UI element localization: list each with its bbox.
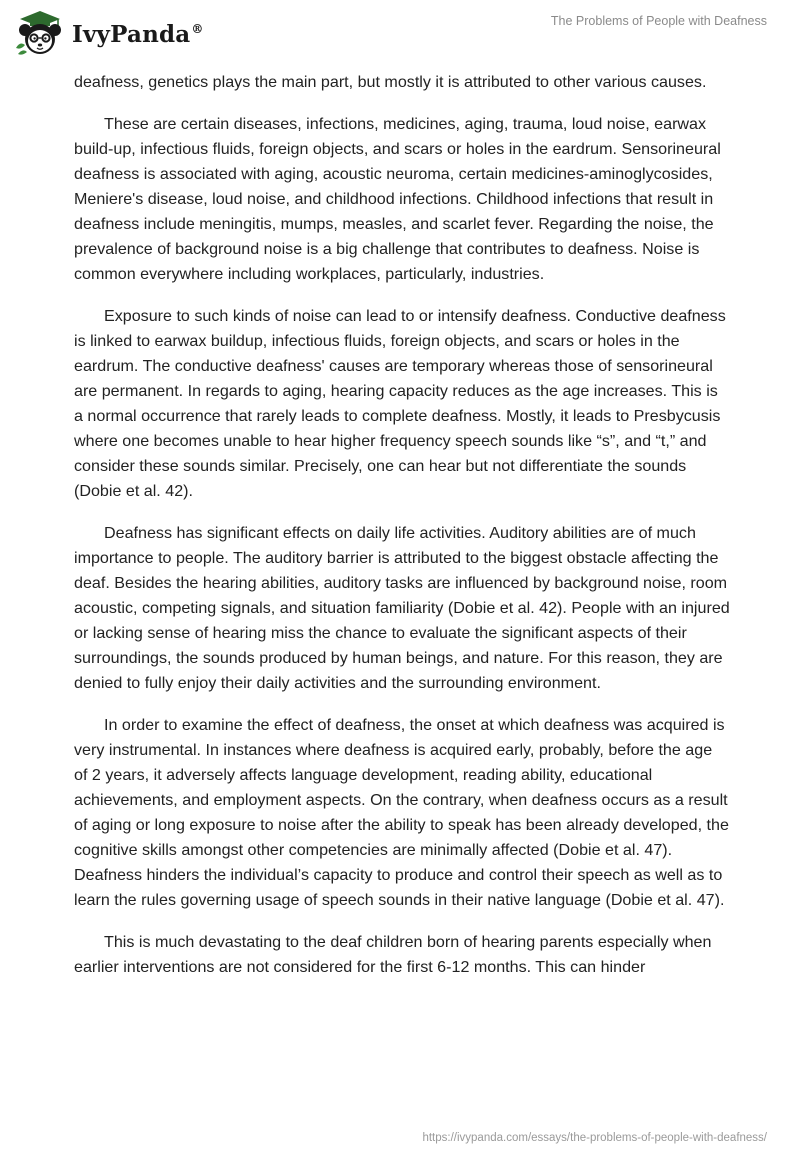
page-header [0, 0, 800, 60]
essay-body [74, 70, 730, 997]
paragraph: This is much devastating to the deaf children born of hearing parents especially when earlier interventions are not considered for the first 6-12 months. This can hinder [74, 933, 712, 976]
paragraph: deafness, genetics plays the main part, but mostly it is attributed to other various causes. [74, 73, 707, 91]
paragraph: Exposure to such kinds of noise can lead to or intensify deafness. Conductive deafness is linked to earwax buildup, infectious fluids, foreign objects, and scars or holes in the eardrum. The conductive deafness' causes are temporary whereas those of sensorineural are permanent. In regards to aging, hearing capacity reduces as the age increases. This is a normal occurrence that rarely leads to complete deafness. Mostly, it leads to Presbycusis where one becomes unable to hear higher frequency speech sounds like “s”, and “t,” and consider these sounds similar. Precisely, one can hear but not differentiate the sounds (Dobie et al. 42). [74, 307, 726, 500]
paragraph: Deafness has significant effects on daily life activities. Auditory abilities are of much importance to people. The auditory barrier is attributed to the biggest obstacle affecting the deaf. Besides the hearing abilities, auditory tasks are influenced by background noise, room acoustic, competing signals, and situation familiarity (Dobie et al. 42). People with an injured or lacking sense of hearing miss the chance to evaluate the significant aspects of their surroundings, the sounds produced by human beings, and nature. For this reason, they are denied to fully enjoy their daily activities and the surrounding environment. [74, 524, 730, 692]
paragraph: These are certain diseases, infections, medicines, aging, trauma, loud noise, earwax build-up, infectious fluids, foreign objects, and scars or holes in the eardrum. Sensorineural deafness is associated with aging, acoustic neuroma, certain medicines-aminoglycosides, Meniere's disease, loud noise, and childhood infections. Childhood infections that result in deafness include meningitis, mumps, measles, and scarlet fever. Regarding the noise, the prevalence of background noise is a big challenge that contributes to deafness. Noise is common everywhere including workplaces, particularly, industries. [74, 115, 721, 283]
source-url-link[interactable]: https://ivypanda.com/essays/the-problems-of-people-with-deafness/ [422, 1132, 767, 1144]
brand-logo[interactable] [14, 8, 204, 56]
brand-name: IvyPanda® [72, 20, 204, 48]
document-title: The Problems of People with Deafness [550, 14, 767, 28]
paragraph: In order to examine the effect of deafness, the onset at which deafness was acquired is very instrumental. In instances where deafness is acquired early, probably, before the age of 2 years, it adversely affects language development, reading ability, educational achievements, and employment aspects. On the contrary, when deafness occurs as a result of aging or long exposure to noise after the ability to speak has been already developed, the cognitive skills amongst other competencies are minimally affected (Dobie et al. 47). Deafness hinders the individual’s capacity to produce and control their speech as well as to learn the rules governing usage of speech sounds in their native language (Dobie et al. 47). [74, 716, 729, 909]
panda-graduate-icon [14, 8, 66, 56]
